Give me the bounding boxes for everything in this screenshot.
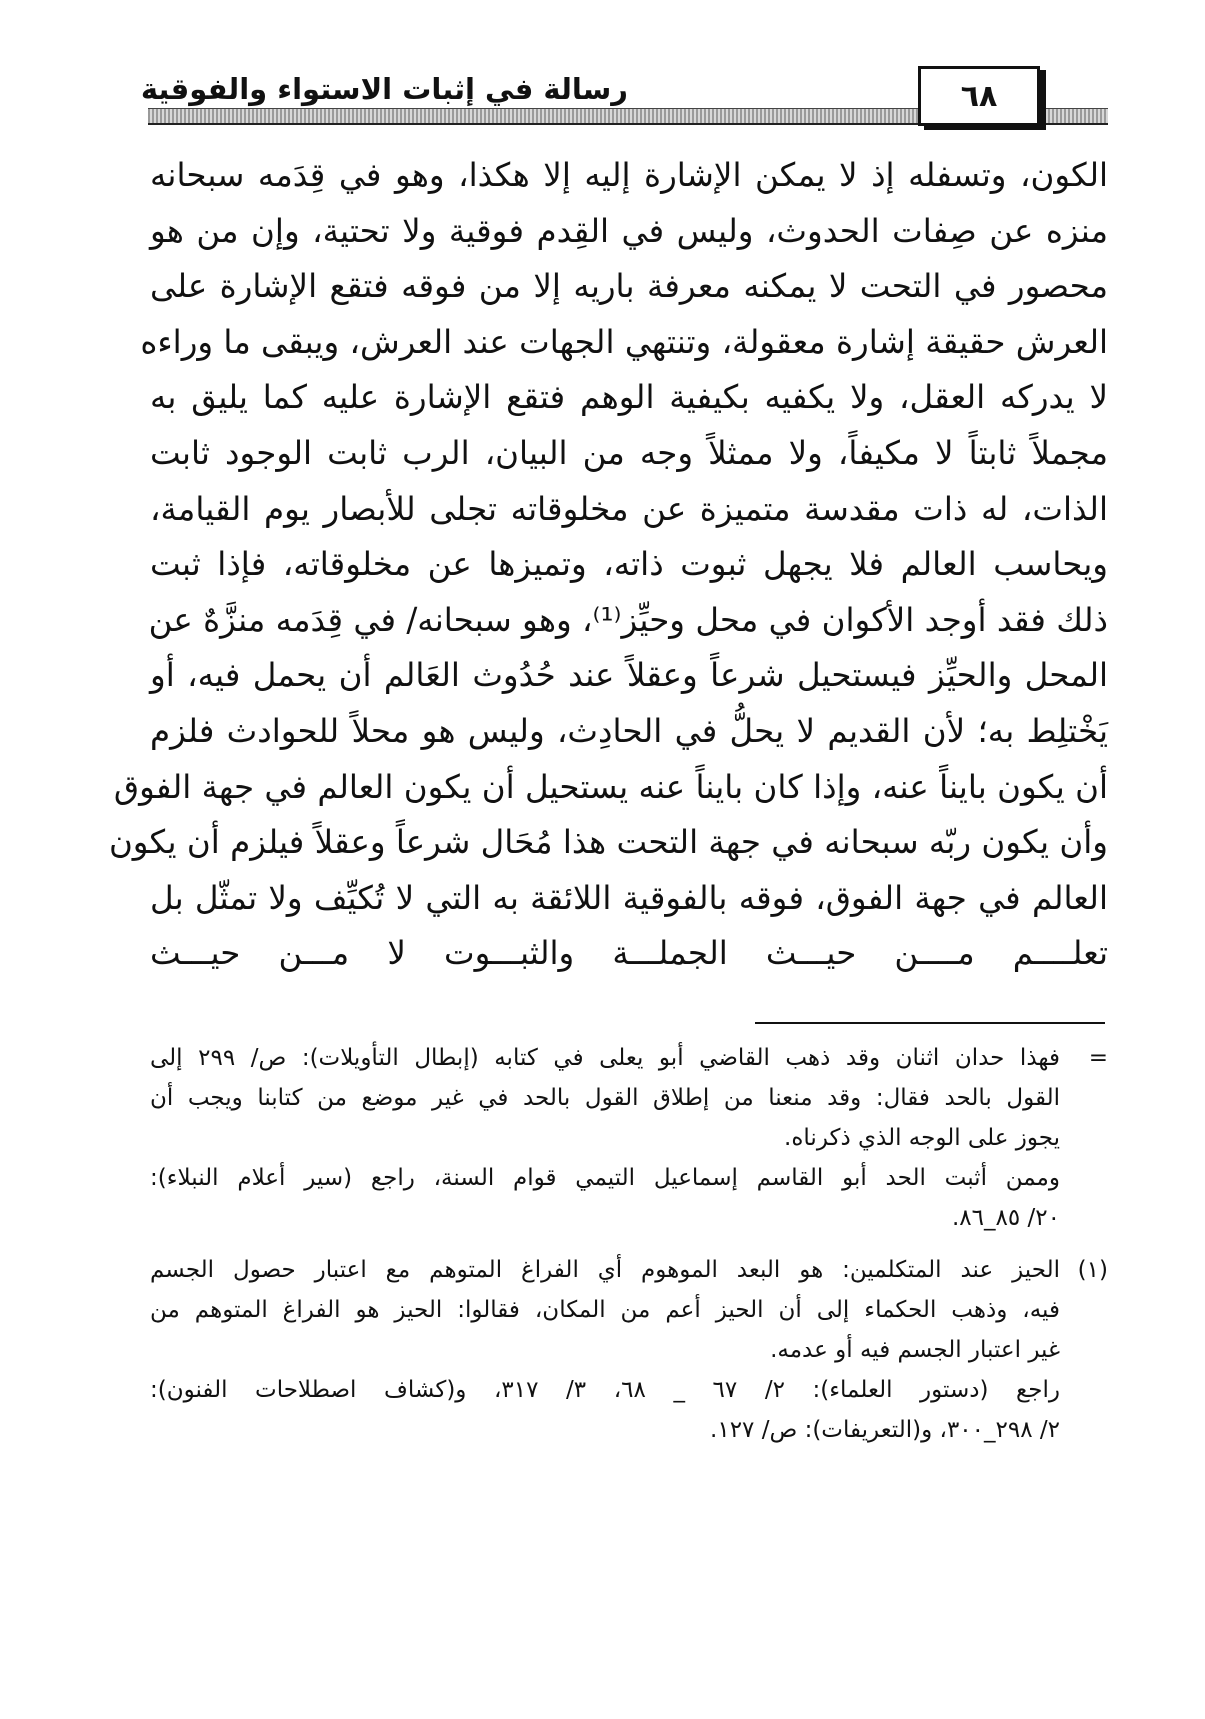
main-text [108, 148, 1108, 982]
body-line: محصور في التحت لا يمكنه معرفة باريه إلا من فوقه فتقع الإشارة على [150, 267, 1108, 306]
footnote-line: وممن أثبت الحد أبو القاسم إسماعيل التيمي قوام السنة، راجع (سير أعلام النبلاء): [150, 1165, 1060, 1191]
body-line: العالم في جهة الفوق، فوقه بالفوقية اللائقة به التي لا تُكيِّف ولا تمثّل بل [150, 878, 1108, 917]
footnote-line: ٢/ ٢٩٨_٣٠٠، و(التعريفات): ص/ ١٢٧. [710, 1417, 1060, 1443]
body-line: الذات، له ذات مقدسة متميزة عن مخلوقاته تجلى للأبصار يوم القيامة، [150, 489, 1108, 528]
body-line: منزه عن صِفات الحدوث، وليس في القِدم فوقية ولا تحتية، وإن من هو [150, 211, 1108, 250]
footnote-line: القول بالحد فقال: وقد منعنا من إطلاق القول بالحد في غير موضع من كتابنا ويجب أن [150, 1085, 1060, 1111]
footnote-line: فيه، وذهب الحكماء إلى أن الحيز أعم من المكان، فقالوا: الحيز هو الفراغ المتوهم من [150, 1297, 1060, 1323]
footnote-line: الحيز عند المتكلمين: هو البعد الموهوم أي الفراغ المتوهم مع اعتبار حصول الجسم [150, 1257, 1060, 1283]
body-line: يَخْتلِط به؛ لأن القديم لا يحلُّ في الحادِث، وليس هو محلاً للحوادث فلزم [150, 711, 1108, 750]
footnote-number: (١) [1077, 1257, 1108, 1283]
footnote-continuation [150, 1038, 1108, 1238]
footnote-line: فهذا حدان اثنان وقد ذهب القاضي أبو يعلى في كتابه (إبطال التأويلات): ص/ ٢٩٩ إلى [150, 1045, 1060, 1071]
body-line: لا يدركه العقل، ولا يكفيه بكيفية الوهم فتقع الإشارة عليه كما يليق به [150, 378, 1108, 417]
body-line: مجملاً ثابتاً لا مكيفاً، ولا ممثلاً وجه من البيان، الرب ثابت الوجود ثابت [150, 433, 1108, 472]
running-header [140, 66, 1108, 136]
running-title: رسالة في إثبات الاستواء والفوقية [140, 72, 628, 106]
footnotes [150, 1038, 1108, 1450]
page-number: ٦٨ [918, 66, 1040, 126]
body-line: تعلــــم مــــن حيـــث الجملـــة والثبـــوت لا مـــن حيـــث [150, 934, 1108, 973]
footnote-line: غير اعتبار الجسم فيه أو عدمه. [770, 1337, 1060, 1363]
footnote-line: ٢٠/ ٨٥_٨٦. [951, 1205, 1060, 1231]
body-line: الكون، وتسفله إذ لا يمكن الإشارة إليه إلا هكذا، وهو في قِدَمه سبحانه [150, 156, 1108, 194]
footnote-1 [150, 1250, 1108, 1450]
continuation-marker: = [1088, 1045, 1108, 1071]
footnote-line: راجع (دستور العلماء): ٢/ ٦٧ _ ٦٨، ٣/ ٣١٧، و(كشاف اصطلاحات الفنون): [150, 1377, 1060, 1403]
body-line: أن يكون بايناً عنه، وإذا كان بايناً عنه يستحيل أن يكون العالم في جهة الفوق [113, 767, 1108, 806]
footnote-separator [755, 1022, 1105, 1024]
body-line: وأن يكون ربّه سبحانه في جهة التحت هذا مُحَال شرعاً وعقلاً فيلزم أن يكون [108, 823, 1108, 862]
body-line: ذلك فقد أوجد الأكوان في محل وحيِّز⁽¹⁾، وهو سبحانه/ في قِدَمه منزَّهٌ عن [148, 600, 1108, 639]
body-line: المحل والحيِّز فيستحيل شرعاً وعقلاً عند حُدُوث العَالم أن يحمل فيه، أو [150, 656, 1108, 695]
body-line: العرش حقيقة إشارة معقولة، وتنتهي الجهات عند العرش، ويبقى ما وراءه [140, 322, 1108, 361]
footnote-line: يجوز على الوجه الذي ذكرناه. [784, 1125, 1060, 1151]
body-line: ويحاسب العالم فلا يجهل ثبوت ذاته، وتميزها عن مخلوقاته، فإذا ثبت [150, 545, 1108, 584]
